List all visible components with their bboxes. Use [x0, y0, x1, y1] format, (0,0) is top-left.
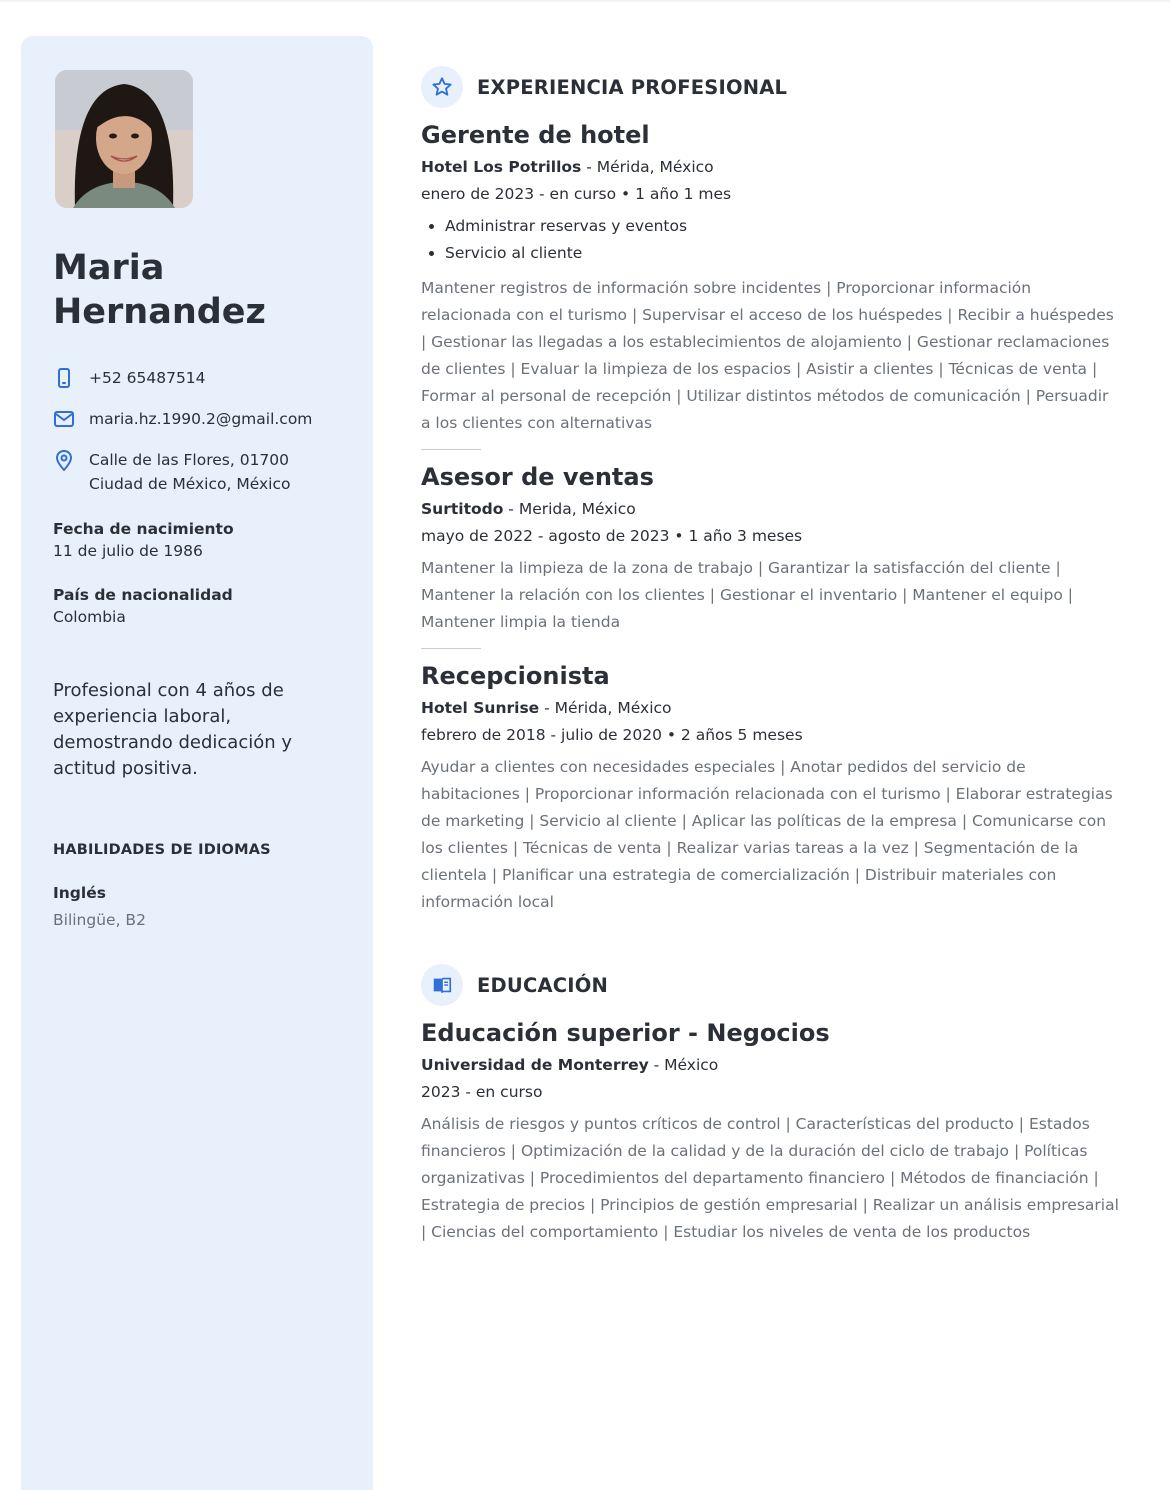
experience-title: EXPERIENCIA PROFESIONAL [477, 75, 788, 99]
company-name: Hotel Los Potrillos [421, 158, 582, 176]
job-skills: Mantener registros de información sobre incidentes | Proporcionar información relacionada con el turismo | Supervisar el acceso de los huéspedes | Recibir a huéspedes | Gestionar las llegadas a los establecimientos de alojamiento | Gestionar reclamaciones de clientes | Evaluar la limpieza de los espacios | Asistir a clientes | Técnicas de venta | Formar al personal de recepción | Utilizar distintos métodos de comunicación | Persuadir a los clientes con alternativas [421, 279, 1114, 432]
experience-header [421, 66, 1121, 108]
nationality-label: País de nacionalidad [53, 586, 233, 604]
email-text[interactable]: maria.hz.1990.2@gmail.com [89, 410, 313, 428]
school-name: Universidad de Monterrey [421, 1056, 649, 1074]
book-icon [421, 964, 463, 1006]
main-content [421, 66, 1121, 1246]
company-location: - Mérida, México [581, 158, 714, 176]
job-dates: mayo de 2022 - agosto de 2023 • 1 año 3 meses [421, 527, 803, 545]
language-item [53, 882, 341, 931]
job-bullets [421, 213, 1121, 267]
birth-date-value: 11 de julio de 1986 [53, 542, 203, 560]
job-bullet: • Administrar reservas y eventos [445, 213, 1121, 240]
phone-text: +52 65487514 [89, 369, 206, 387]
education-skills: Análisis de riesgos y puntos críticos de control | Características del producto | Estados financieros | Optimización de la calidad y de la duración del ciclo de trabajo | Políticas organizativas | Procedimientos del departamento financiero | Métodos de financiación | Estrategia de precios | Principios de gestión empresarial | Realizar un análisis empresarial | Ciencias del comportamiento | Estudiar los niveles de venta de los productos [421, 1115, 1119, 1241]
experience-section [421, 66, 1121, 916]
job-company [421, 498, 1121, 520]
school-location: - México [648, 1056, 719, 1074]
language-name: Inglés [53, 884, 106, 902]
job-entry [421, 661, 1121, 916]
contact-email [53, 407, 341, 431]
languages-heading: HABILIDADES DE IDIOMAS [53, 842, 271, 858]
language-level: Bilingüe, B2 [53, 911, 146, 929]
sidebar [21, 36, 373, 1490]
candidate-name [53, 246, 341, 334]
divider [421, 648, 481, 649]
contact-phone [53, 366, 341, 390]
company-name: Surtitodo [421, 500, 504, 518]
job-entry [421, 462, 1121, 649]
job-dates: enero de 2023 - en curso • 1 año 1 mes [421, 185, 732, 203]
education-section [421, 964, 1121, 1246]
education-entry [421, 1018, 1121, 1246]
profile-photo [55, 70, 193, 208]
school [421, 1054, 1121, 1076]
education-header [421, 964, 1121, 1006]
first-name: Maria [53, 248, 165, 288]
job-company [421, 697, 1121, 719]
phone-icon [53, 367, 75, 389]
mail-icon [53, 408, 75, 430]
profile-summary: Profesional con 4 años de experiencia laboral, demostrando dedicación y actitud positiva. [53, 680, 293, 779]
nationality-value: Colombia [53, 608, 126, 626]
job-entry [421, 120, 1121, 450]
company-location: - Merida, México [503, 500, 636, 518]
contact-list [53, 366, 341, 496]
job-skills: Ayudar a clientes con necesidades especiales | Anotar pedidos del servicio de habitaciones | Proporcionar información relacionada con el turismo | Elaborar estrategias de marketing | Servicio al cliente | Aplicar las políticas de la empresa | Comunicarse con los clientes | Técnicas de venta | Realizar varias tareas a la vez | Segmentación de la clientela | Planificar una estrategia de comercialización | Distribuir materiales con información local [421, 758, 1113, 911]
education-dates: 2023 - en curso [421, 1083, 543, 1101]
nationality-field [53, 584, 341, 628]
company-location: - Mérida, México [539, 699, 672, 717]
birth-date-field [53, 518, 341, 562]
divider [421, 449, 481, 450]
job-company [421, 156, 1121, 178]
education-title: EDUCACIÓN [477, 973, 609, 997]
top-border [0, 0, 1170, 2]
degree-title: Educación superior - Negocios [421, 1019, 830, 1047]
job-skills: Mantener la limpieza de la zona de trabajo | Garantizar la satisfacción del cliente | Mantener la relación con los clientes | Gestionar el inventario | Mantener el equipo | Mantener limpia la tienda [421, 559, 1074, 631]
last-name: Hernandez [53, 292, 266, 332]
contact-address [53, 448, 341, 496]
job-title: Recepcionista [421, 662, 610, 690]
job-bullet: • Servicio al cliente [445, 240, 1121, 267]
location-pin-icon [53, 449, 75, 471]
job-title: Gerente de hotel [421, 121, 650, 149]
address-text: Calle de las Flores, 01700 Ciudad de México, México [89, 451, 291, 493]
star-icon [421, 66, 463, 108]
company-name: Hotel Sunrise [421, 699, 540, 717]
job-title: Asesor de ventas [421, 463, 654, 491]
birth-date-label: Fecha de nacimiento [53, 520, 234, 538]
job-dates: febrero de 2018 - julio de 2020 • 2 años 5 meses [421, 726, 803, 744]
